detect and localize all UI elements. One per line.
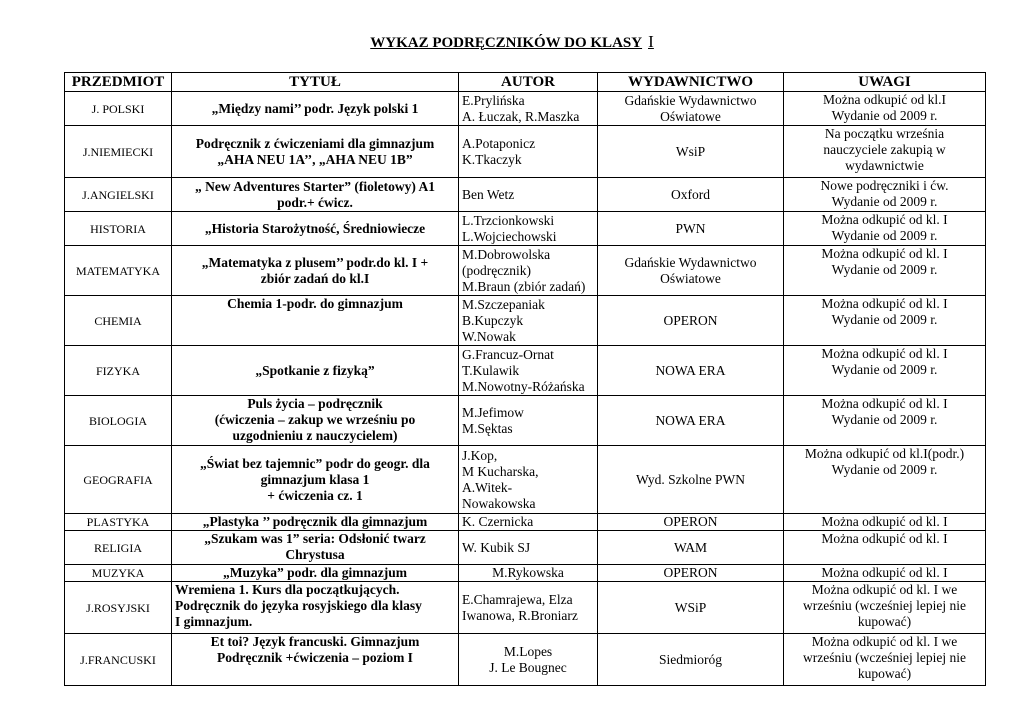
author-cell	[459, 446, 598, 514]
author-cell-line: B.Kupczyk	[462, 312, 524, 328]
publisher-cell-line: PWN	[675, 220, 706, 236]
author-cell-line: K.Tkaczyk	[462, 151, 522, 167]
table-row	[65, 92, 986, 126]
subject-cell	[65, 246, 172, 296]
notes-cell	[784, 212, 986, 246]
notes-cell-line: wrześniu (wcześniej lepiej nie	[802, 650, 967, 665]
subject-cell-line: GEOGRAFIA	[83, 472, 153, 487]
publisher-cell-line: OPERON	[663, 514, 718, 529]
table-row	[65, 531, 986, 565]
title-cell-line: „Matematyka z plusem’’ podr.do kl. I +	[201, 254, 429, 270]
author-cell-line: M.Sęktas	[462, 420, 513, 436]
notes-cell-line: Można odkupić od kl. I	[821, 514, 948, 529]
notes-cell-line: Można odkupić od kl.I(podr.)	[804, 446, 965, 461]
author-cell-line: E.Chamrajewa, Elza	[462, 591, 573, 607]
title-cell	[172, 212, 459, 246]
notes-cell-line: nauczyciele zakupią w	[823, 142, 946, 157]
title-cell	[172, 582, 459, 634]
author-cell-line: M.Szczepaniak	[462, 296, 545, 312]
subject-cell-line: FIZYKA	[96, 363, 140, 378]
publisher-cell-line: OPERON	[663, 565, 718, 580]
author-cell-line: Iwanowa, R.Broniarz	[462, 607, 578, 623]
subject-cell-line: MATEMATYKA	[76, 263, 160, 278]
subject-cell	[65, 346, 172, 396]
author-cell-line: M.Dobrowolska	[462, 246, 551, 262]
notes-cell	[784, 246, 986, 296]
subject-cell-line: RELIGIA	[94, 540, 142, 555]
table-row	[65, 446, 986, 514]
notes-cell-line: kupować)	[857, 666, 912, 681]
title-cell-line: Chemia 1-podr. do gimnazjum	[227, 296, 403, 311]
table-row	[65, 296, 986, 346]
title-cell-line: „Między nami’’ podr. Język polski 1	[211, 100, 419, 116]
table-row	[65, 634, 986, 686]
title-cell-line: zbiór zadań do kl.I	[260, 270, 370, 286]
publisher-cell	[598, 446, 784, 514]
notes-cell	[784, 396, 986, 446]
author-cell	[459, 92, 598, 126]
publisher-cell-line: WSiP	[674, 599, 707, 615]
author-cell-line: L.Trzcionkowski	[462, 212, 555, 228]
subject-cell	[65, 446, 172, 514]
notes-cell	[784, 178, 986, 212]
notes-cell-line: Wydanie od 2009 r.	[831, 312, 938, 327]
title-cell	[172, 634, 459, 686]
notes-cell	[784, 92, 986, 126]
table-row	[65, 178, 986, 212]
title-cell-line: Podręcznik z ćwiczeniami dla gimnazjum	[195, 135, 435, 151]
notes-cell-line: Można odkupić od kl. I	[821, 246, 948, 261]
title-cell	[172, 531, 459, 565]
notes-cell-line: Można odkupić od kl. I we	[811, 634, 958, 649]
title-text: WYKAZ PODRĘCZNIKÓW DO KLASY	[370, 35, 643, 51]
author-cell	[459, 212, 598, 246]
publisher-cell	[598, 396, 784, 446]
publisher-cell-line: NOWA ERA	[655, 362, 726, 378]
title-cell	[172, 396, 459, 446]
subject-cell	[65, 296, 172, 346]
author-cell	[459, 565, 598, 582]
header-subject: PRZEDMIOT	[65, 73, 172, 92]
subject-cell-line: CHEMIA	[94, 313, 142, 328]
title-cell-line: „Plastyka ’’ podręcznik dla gimnazjum	[202, 514, 428, 529]
title-cell-line: + ćwiczenia cz. 1	[267, 487, 363, 503]
author-cell	[459, 531, 598, 565]
header-publisher: WYDAWNICTWO	[598, 73, 784, 92]
publisher-cell	[598, 514, 784, 531]
page-title	[0, 32, 1024, 52]
title-cell	[172, 178, 459, 212]
table-row	[65, 565, 986, 582]
author-cell-line: M.Nowotny-Różańska	[462, 378, 585, 394]
table-row	[65, 246, 986, 296]
author-cell	[459, 514, 598, 531]
header-row	[65, 73, 986, 92]
author-cell	[459, 396, 598, 446]
notes-cell-line: Można odkupić od kl. I	[821, 531, 948, 546]
notes-cell-line: Wydanie od 2009 r.	[831, 262, 938, 277]
publisher-cell-line: NOWA ERA	[655, 412, 726, 428]
subject-cell-line: PLASTYKA	[86, 515, 150, 529]
author-cell-line: L.Wojciechowski	[462, 228, 557, 244]
subject-cell-line: J.ANGIELSKI	[82, 187, 154, 202]
title-cell	[172, 126, 459, 178]
publisher-cell	[598, 92, 784, 126]
notes-cell-line: Można odkupić od kl. I we	[811, 582, 958, 597]
subject-cell	[65, 531, 172, 565]
textbook-table	[64, 72, 986, 686]
notes-cell-line: Wydanie od 2009 r.	[831, 194, 938, 209]
subject-cell	[65, 565, 172, 582]
publisher-cell	[598, 296, 784, 346]
title-cell	[172, 346, 459, 396]
notes-cell	[784, 531, 986, 565]
publisher-cell	[598, 246, 784, 296]
title-cell-line: Puls życia – podręcznik	[247, 396, 383, 411]
title-cell-line: „Świat bez tajemnic” podr do geogr. dla	[200, 455, 430, 471]
author-cell-line: J. Le Bougnec	[489, 659, 567, 675]
title-cell	[172, 514, 459, 531]
notes-cell-line: Wydanie od 2009 r.	[831, 228, 938, 243]
notes-cell-line: Wydanie od 2009 r.	[831, 362, 938, 377]
table-row	[65, 346, 986, 396]
subject-cell-line: HISTORIA	[90, 221, 146, 236]
author-cell	[459, 126, 598, 178]
title-cell-line: Chrystusa	[285, 547, 345, 562]
subject-cell-line: J.NIEMIECKI	[82, 144, 154, 159]
notes-cell	[784, 126, 986, 178]
author-cell-line: W. Kubik SJ	[462, 539, 531, 555]
title-cell	[172, 246, 459, 296]
subject-cell	[65, 514, 172, 531]
title-cell-line: Podręcznik do języka rosyjskiego dla klasy	[175, 598, 422, 613]
table-row	[65, 212, 986, 246]
notes-cell-line: Wydanie od 2009 r.	[831, 462, 938, 477]
publisher-cell	[598, 565, 784, 582]
publisher-cell-line: Gdańskie Wydawnictwo	[624, 92, 757, 108]
author-cell-line: M.Rykowska	[492, 565, 564, 580]
author-cell-line: Ben Wetz	[462, 186, 515, 202]
subject-cell	[65, 582, 172, 634]
author-cell-line: A.Witek-	[462, 479, 513, 495]
table-row	[65, 126, 986, 178]
author-cell-line: (podręcznik)	[462, 262, 531, 278]
title-cell-line: Et toi? Język francuski. Gimnazjum	[210, 634, 420, 649]
notes-cell-line: kupować)	[857, 614, 912, 629]
author-cell-line: T.Kulawik	[462, 362, 520, 378]
author-cell-line: K. Czernicka	[462, 514, 534, 529]
author-cell	[459, 296, 598, 346]
subject-cell	[65, 212, 172, 246]
notes-cell-line: Można odkupić od kl. I	[821, 396, 948, 411]
title-cell	[172, 446, 459, 514]
author-cell-line: J.Kop,	[462, 447, 498, 463]
notes-cell-line: Można odkupić od kl. I	[821, 296, 948, 311]
publisher-cell-line: Oświatowe	[660, 108, 721, 124]
notes-cell-line: Można odkupić od kl. I	[821, 565, 948, 580]
title-cell-line: (ćwiczenia – zakup we wrześniu po	[214, 412, 416, 427]
title-cell	[172, 92, 459, 126]
notes-cell-line: wrześniu (wcześniej lepiej nie	[802, 598, 967, 613]
title-cell-line: „Historia Starożytność, Średniowiecze	[204, 220, 426, 236]
subject-cell	[65, 634, 172, 686]
subject-cell-line: J. POLSKI	[91, 101, 145, 116]
publisher-cell-line: WsiP	[675, 143, 706, 159]
title-cell-line: gimnazjum klasa 1	[260, 471, 370, 487]
table-row	[65, 396, 986, 446]
publisher-cell	[598, 346, 784, 396]
title-cell-line: „Szukam was 1” seria: Odsłonić twarz	[204, 531, 426, 546]
notes-cell-line: Można odkupić od kl. I	[821, 212, 948, 227]
publisher-cell	[598, 531, 784, 565]
header-notes: UWAGI	[784, 73, 986, 92]
publisher-cell	[598, 212, 784, 246]
subject-cell	[65, 178, 172, 212]
publisher-cell-line: Wyd. Szkolne PWN	[635, 471, 746, 487]
author-cell-line: Nowakowska	[462, 495, 536, 511]
notes-cell-line: Można odkupić od kl.I	[823, 92, 946, 107]
title-cell-line: podr.+ ćwicz.	[277, 194, 353, 210]
title-cell-line: „Muzyka” podr. dla gimnazjum	[222, 565, 408, 580]
notes-cell-line: Wydanie od 2009 r.	[831, 412, 938, 427]
publisher-cell-line: Gdańskie Wydawnictwo	[624, 254, 757, 270]
title-cell-line: „Spotkanie z fizyką”	[255, 362, 375, 378]
subject-cell	[65, 92, 172, 126]
title-cell-line: Wremiena 1. Kurs dla początkujących.	[175, 582, 400, 597]
table-row	[65, 514, 986, 531]
author-cell-line: M.Lopes	[503, 643, 553, 659]
author-cell-line: M.Braun (zbiór zadań)	[462, 278, 586, 294]
author-cell-line: A. Łuczak, R.Maszka	[462, 108, 580, 124]
title-cell-line: Podręcznik +ćwiczenia – poziom I	[217, 650, 413, 665]
author-cell	[459, 178, 598, 212]
subject-cell-line: J.FRANCUSKI	[80, 652, 156, 667]
subject-cell-line: BIOLOGIA	[89, 413, 147, 428]
notes-cell	[784, 565, 986, 582]
subject-cell-line: MUZYKA	[91, 566, 145, 580]
publisher-cell	[598, 582, 784, 634]
author-cell	[459, 582, 598, 634]
author-cell-line: M Kucharska,	[462, 463, 539, 479]
subject-cell	[65, 126, 172, 178]
notes-cell-line: wydawnictwie	[845, 158, 924, 173]
title-cell-line: „AHA NEU 1A’’, „AHA NEU 1B”	[217, 151, 413, 167]
notes-cell	[784, 346, 986, 396]
title-cell	[172, 296, 459, 346]
author-cell	[459, 634, 598, 686]
publisher-cell	[598, 178, 784, 212]
table-row	[65, 582, 986, 634]
subject-cell	[65, 396, 172, 446]
notes-cell-line: Wydanie od 2009 r.	[831, 108, 938, 123]
publisher-cell-line: Oxford	[671, 186, 710, 202]
author-cell-line: G.Francuz-Ornat	[462, 346, 554, 362]
notes-cell	[784, 634, 986, 686]
title-cell-line: uzgodnieniu z nauczycielem)	[232, 428, 398, 443]
subject-cell-line: J.ROSYJSKI	[86, 600, 150, 615]
publisher-cell-line: OPERON	[663, 312, 718, 328]
title-cell-line: I gimnazjum.	[175, 614, 253, 629]
author-cell	[459, 346, 598, 396]
header-author: AUTOR	[459, 73, 598, 92]
publisher-cell-line: WAM	[674, 539, 707, 555]
title-cell-line: „ New Adventures Starter” (fioletowy) A1	[194, 178, 436, 194]
author-cell-line: W.Nowak	[462, 328, 516, 344]
notes-cell-line: Można odkupić od kl. I	[821, 346, 948, 361]
author-cell-line: E.Prylińska	[462, 92, 525, 108]
author-cell	[459, 246, 598, 296]
author-cell-line: A.Potaponicz	[462, 135, 536, 151]
notes-cell	[784, 446, 986, 514]
publisher-cell	[598, 126, 784, 178]
notes-cell	[784, 296, 986, 346]
title-cell	[172, 565, 459, 582]
header-title: TYTUŁ	[172, 73, 459, 92]
notes-cell	[784, 514, 986, 531]
publisher-cell	[598, 634, 784, 686]
notes-cell-line: Na początku września	[824, 126, 945, 141]
notes-cell	[784, 582, 986, 634]
publisher-cell-line: Siedmioróg	[659, 651, 722, 667]
title-class: I	[648, 32, 654, 51]
notes-cell-line: Nowe podręczniki i ćw.	[820, 178, 949, 193]
author-cell-line: M.Jefimow	[462, 404, 524, 420]
publisher-cell-line: Oświatowe	[660, 270, 721, 286]
